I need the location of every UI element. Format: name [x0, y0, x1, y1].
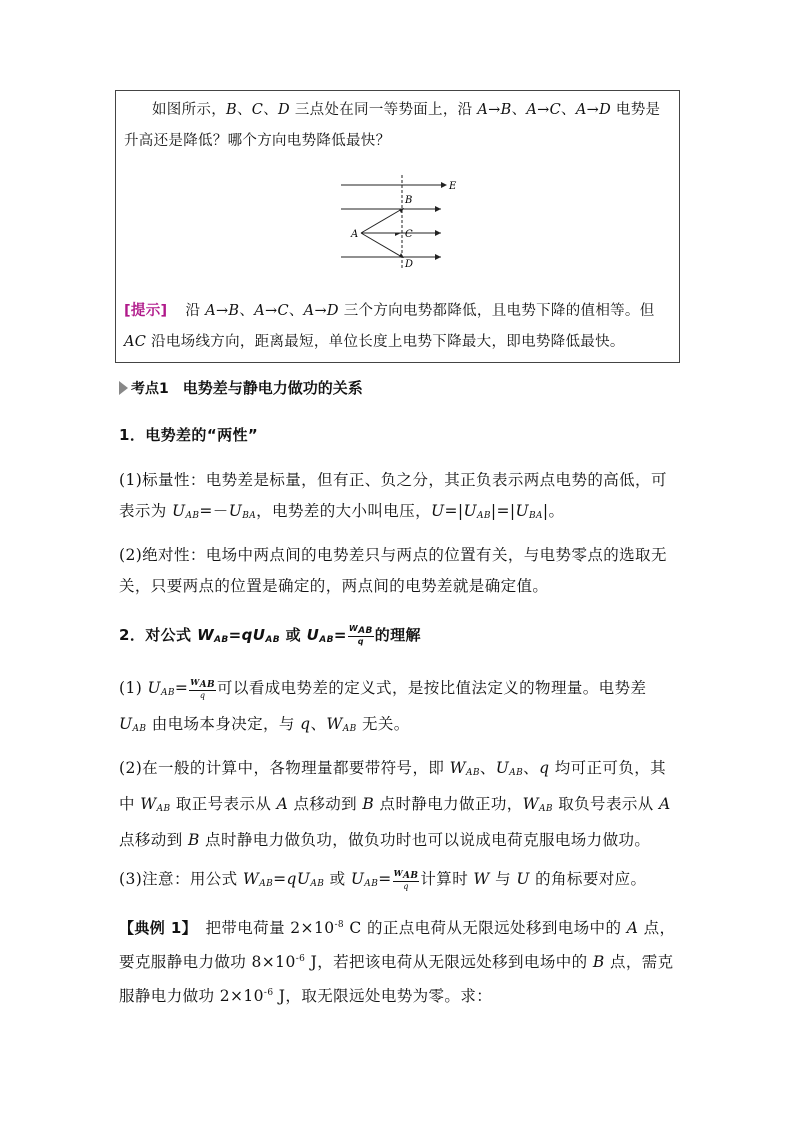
paragraph-1: (1)标量性：电势差是标量，但有正、负之分，其正负表示两点电势的高低，可表示为 $U_{AB}=-U_{BA}$，电势差的大小叫电压，$U=|U_{AB}|=|U_{BA}|$。 [119, 471, 667, 521]
question-text: 如图所示，B、C、D 三点处在同一等势面上，沿 A→B、A→C、A→D 电势是升高还是降低？哪个方向电势降低最快？ [124, 102, 661, 149]
paragraph-5: (3)注意：用公式 $W_{AB}=qU_{AB}$ 或 $U_{AB}=$ $\frac{W_{AB}}{q}$ 计算时 W 与 U 的角标要对应。 [119, 868, 647, 891]
paragraph-3: (1) $U_{AB}=$ $\frac{W_{AB}}{q}$ 可以看成电势差的定义式，是按比值法定义的物理量。电势差 $U_{AB}$ 由电场本身决定，与 q、$W_{AB}$ 无关。 [119, 677, 647, 734]
section-header [119, 377, 363, 398]
paragraph-2: (2)绝对性：电场中两点间的电势差只与两点的位置有关，与电势零点的选取无关，只要两点的位置是确定的，两点间的电势差就是确定值。 [119, 546, 667, 595]
section-label: 考点1 [131, 380, 169, 397]
discussion-box [115, 90, 680, 363]
hint-tag: [提示] [124, 303, 168, 319]
label-a: A [351, 229, 359, 240]
label-e: E [449, 181, 457, 192]
hint-text: [提示] 沿 A→B、A→C、A→D 三个方向电势都降低，且电势下降的值相等。但 AC 沿电场线方向，距离最短，单位长度上电势下降最大，即电势降低最快。 [124, 303, 655, 350]
heading-1: 1．电势差的“两性” [119, 426, 259, 444]
heading-2: 2．对公式 $W_{AB}=qU_{AB}$ 或 $U_{AB}=$ $\frac{W_{AB}}{q}$ 的理解 [119, 624, 421, 646]
section-arrow-icon [119, 381, 128, 395]
label-b: B [405, 195, 413, 206]
paragraph-4: (2)在一般的计算中，各物理量都要带符号，即 $W_{AB}$、$U_{AB}$、q 均可正可负，其中 $W_{AB}$ 取正号表示从 A 点移动到 B 点时静电力做正功，$W_{AB}$ 取负号表示从 A 点移动到 B 点时静电力做负功，做负功时也可以说成电荷克服电场力做功。 [119, 759, 671, 849]
electric-field-diagram [339, 171, 459, 271]
label-d: D [405, 259, 414, 270]
example-1: 【典例 1】 把带电荷量 $2\times 10^{-8}$ C 的正点电荷从无限远处移到电场中的 A 点，要克服静电力做功 $8\times 10^{-6}$ J，若把该电荷从无限远处移到电场中的 B 点，需克服静电力做功 $2\times 10^{-6}$ J，取无限远处电势为零。求： [119, 919, 676, 1006]
section-title: 电势差与静电力做功的关系 [182, 379, 363, 397]
label-c: C [405, 229, 413, 240]
